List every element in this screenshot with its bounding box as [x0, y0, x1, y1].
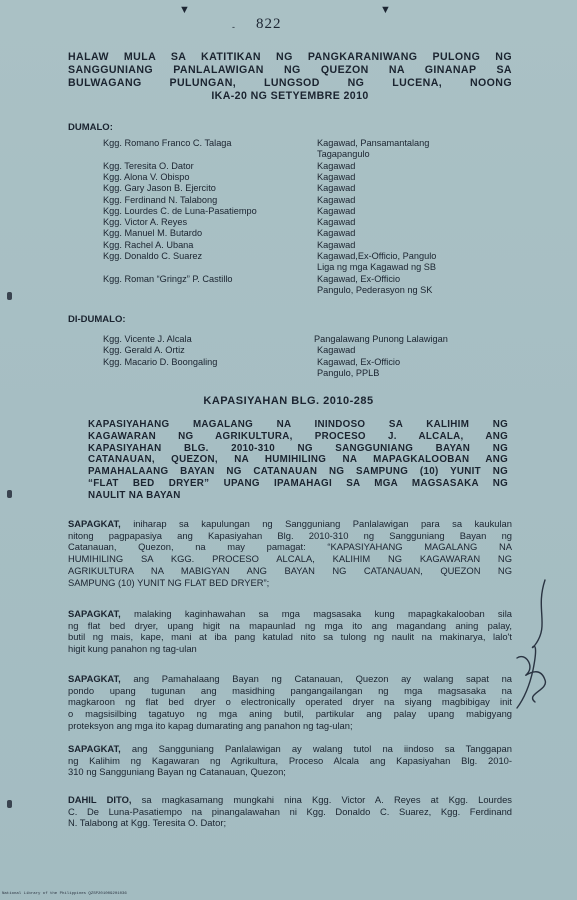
member-name: Kgg. Gary Jason B. Ejercito	[103, 183, 216, 194]
member-role: Kagawad	[317, 160, 356, 171]
dumalo-label: DUMALO:	[68, 122, 113, 133]
paragraph-lead: SAPAGKAT,	[68, 518, 121, 529]
footer-stamp: National Library of the Philippines QZSP201009201036	[2, 892, 127, 896]
paragraph-line: N. Talabong at Kgg. Teresita O. Dator;	[68, 817, 227, 829]
member-role: Tagapangulo	[317, 149, 370, 160]
member-role: Kagawad	[317, 183, 356, 194]
paragraph-text: iniharap sa kapulungan ng Sangguniang Panlalawigan para sa kaukulan	[120, 518, 512, 529]
paragraph-lead: SAPAGKAT,	[68, 673, 121, 684]
member-role: Kagawad	[317, 228, 356, 239]
member-name: Kgg. Ferdinand N. Talabong	[103, 194, 218, 205]
header-line: IKA-20 NG SETYEMBRE 2010	[211, 90, 369, 102]
paragraph	[68, 608, 512, 655]
paragraph-line	[68, 673, 512, 685]
minutes-header	[68, 51, 512, 103]
resolution-line: NAULIT NA BAYAN	[88, 489, 181, 501]
paragraph-line: higit kung panahon ng tag-ulan	[68, 643, 197, 655]
member-role: Kagawad, Ex-Officio	[317, 356, 401, 367]
resolution-line: CATANAUAN, QUEZON, NA HUMIHILING NA MAPAGKALOOBAN ANG	[88, 454, 508, 466]
paragraph-line: ng Kalihim ng Kagawaran ng Agrikultura, Proceso Alcala ang Kapasiyahan Blg. 2010-	[68, 754, 512, 766]
paragraph-line: ng flat bed dryer, upang higit na mapaunlad ng mga ito ang magandang aning palay,	[68, 619, 512, 631]
paragraph-line: butil ng mais, kape, mani at iba pang katulad nito sa tulong ng naulit na makinarya, lalo't	[68, 631, 512, 643]
paragraph-line: pondo upang tugunan ang masidhing pangangailangan ng mga magsasaka na	[68, 684, 512, 696]
member-name: Kgg. Roman “Gringz” P. Castillo	[103, 273, 233, 284]
paragraph-line: o magsisilbing tagatuyo ng mga aning butil, partikular ang palay upang mabigyang	[68, 708, 512, 720]
member-role: Pangulo, PPLB	[317, 367, 380, 378]
member-name: Kgg. Teresita O. Dator	[103, 160, 194, 171]
paragraph-lead: SAPAGKAT,	[68, 608, 121, 619]
paragraph	[68, 673, 512, 732]
paragraph-text: malaking kaginhawahan sa mga magsasaka kung mapagkakalooban sila	[120, 608, 512, 619]
paragraph-lead: SAPAGKAT,	[68, 743, 121, 754]
member-name: Kgg. Alona V. Obispo	[103, 171, 190, 182]
paragraph-line: 310 ng Sangguniang Bayan ng Catanauan, Quezon;	[68, 766, 286, 778]
resolution-title: KAPASIYAHAN BLG. 2010-285	[203, 395, 374, 407]
paragraph-line: Catanauan, Quezon, na may pamagat: “KAPASIYAHANG MAGALANG NA	[68, 541, 512, 553]
paragraph-line	[68, 794, 512, 806]
header-line: HALAW MULA SA KATITIKAN NG PANGKARANIWANG PULONG NG	[68, 51, 512, 63]
member-name: Kgg. Manuel M. Butardo	[103, 228, 203, 239]
paragraph-line: proteksyon ang mga ito kapag dumarating ang panahon ng tag-ulan;	[68, 719, 353, 731]
paragraph-line	[68, 608, 512, 620]
paragraph-line: AGRIKULTURA NA MABIGYAN ANG BAYAN NG CATANAUAN, QUEZON NG	[68, 564, 512, 576]
didumalo-label: DI-DUMALO:	[68, 314, 126, 325]
member-role: Kagawad, Pansamantalang	[317, 138, 430, 148]
member-role: Kagawad	[317, 239, 356, 250]
member-name: Kgg. Rachel A. Ubana	[103, 239, 194, 250]
member-role: Kagawad, Ex-Officio	[317, 273, 401, 284]
paragraph-line: HUMIHILING SA KGG. PROCESO ALCALA, KALIHIM NG KAGAWARAN NG	[68, 553, 512, 565]
member-role: Kagawad,Ex-Officio, Pangulo	[317, 251, 437, 261]
paragraph	[68, 794, 512, 829]
punch-hole	[7, 292, 12, 300]
paragraph-text: sa magkasamang mungkahi nina Kgg. Victor A. Reyes at Kgg. Lourdes	[131, 794, 512, 805]
page-mark: ▼	[380, 4, 391, 16]
member-name: Kgg. Lourdes C. de Luna-Pasatiempo	[103, 205, 257, 216]
member-role: Pangulo, Pederasyon ng SK	[317, 284, 433, 295]
paragraph-lead: DAHIL DITO,	[68, 794, 132, 805]
member-role: Pangalawang Punong Lalawigan	[314, 334, 448, 344]
page-number: 822	[256, 16, 282, 32]
header-line: SANGGUNIANG PANLALAWIGAN NG QUEZON NA GINANAP SA	[68, 64, 512, 76]
member-name: Kgg. Gerald A. Ortiz	[103, 345, 185, 356]
resolution-line: “FLAT BED DRYER” UPANG IPAMAHAGI SA MGA MAGSASAKA NG	[88, 477, 508, 489]
member-name: Kgg. Macario D. Boongaling	[103, 356, 218, 367]
page-mark: -	[232, 22, 235, 32]
paragraph-line	[68, 518, 512, 530]
member-name: Kgg. Romano Franco C. Talaga	[103, 138, 232, 148]
handwritten-signature	[505, 570, 565, 720]
paragraph-text: ang Sangguniang Panlalawigan ay walang tutol na iindoso sa Tanggapan	[120, 743, 512, 754]
member-name: Kgg. Vicente J. Alcala	[103, 334, 192, 344]
member-role: Kagawad	[317, 345, 356, 356]
punch-hole	[7, 490, 12, 498]
paragraph-text: ang Pamahalaang Bayan ng Catanauan, Quezon ay walang sapat na	[120, 673, 512, 684]
page-mark: ▼	[179, 4, 190, 16]
paragraph-line: C. De Luna-Pasatiempo na pinangalawahan ni Kgg. Donaldo C. Suarez, Kgg. Ferdinand	[68, 805, 512, 817]
resolution-heading	[88, 419, 508, 502]
resolution-line: PAMAHALAANG BAYAN NG CATANAUAN NG SAMPUNG (10) YUNIT NG	[88, 466, 508, 478]
resolution-line: KAPASIYAHANG MAGALANG NA ININDOSO SA KALIHIM NG	[88, 419, 508, 430]
resolution-line: KAPASIYAHAN BLG. 2010-310 NG SANGGUNIANG BAYAN NG	[88, 442, 508, 454]
paragraph-line: magkaroon ng flat bed dryer o electronically operated dryer na siyang magbibigay init	[68, 696, 512, 708]
member-role: Kagawad	[317, 205, 356, 216]
header-line: BULWAGANG PULUNGAN, LUNGSOD NG LUCENA, NOONG	[68, 77, 512, 89]
resolution-line: KAGAWARAN NG AGRIKULTURA, PROCESO J. ALCALA, ANG	[88, 430, 508, 442]
punch-hole	[7, 800, 12, 808]
member-name: Kgg. Victor A. Reyes	[103, 217, 188, 228]
member-role: Kagawad	[317, 171, 356, 182]
member-name: Kgg. Donaldo C. Suarez	[103, 251, 203, 261]
member-role: Liga ng mga Kagawad ng SB	[317, 262, 437, 273]
paragraph	[68, 743, 512, 778]
member-role: Kagawad	[317, 194, 356, 205]
paragraph-line: SAMPUNG (10) YUNIT NG FLAT BED DRYER”;	[68, 576, 270, 588]
paragraph-line	[68, 743, 512, 755]
paragraph	[68, 518, 512, 588]
member-role: Kagawad	[317, 217, 356, 228]
paragraph-line: nitong pagpapasiya ang Kapasiyahan Blg. 2010-310 ng Sangguniang Bayan ng	[68, 529, 512, 541]
